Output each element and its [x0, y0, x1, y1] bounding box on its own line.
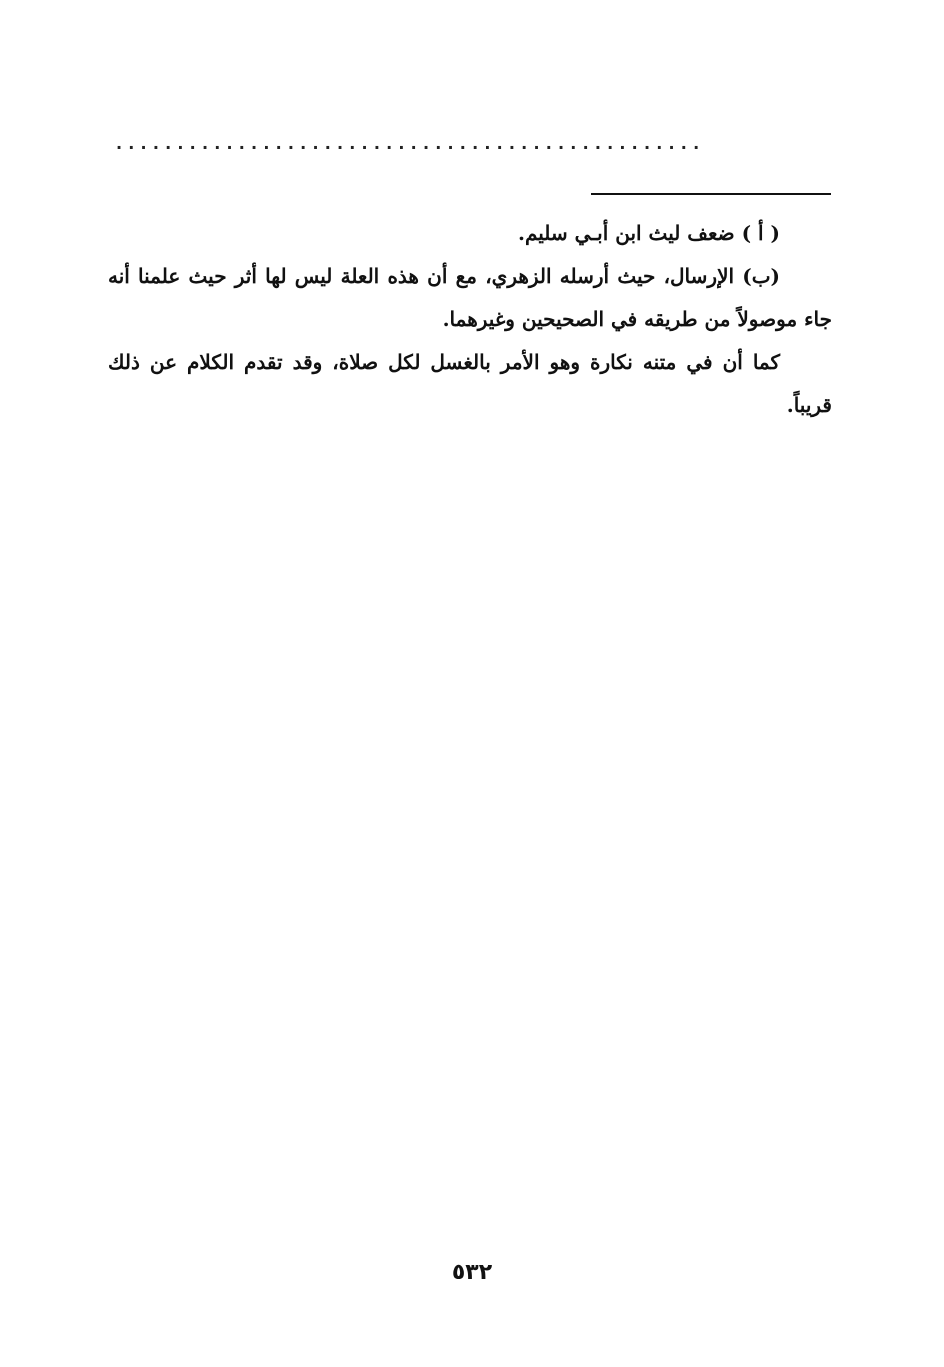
footnote-b: (ب) الإرسال، حيث أرسله الزهري، مع أن هذه العلة ليس لها أثر حيث علمنا أنه جاء موصولاً من طريقه في الصحيحين وغيرهما.	[108, 264, 832, 331]
footnotes-block	[108, 212, 832, 427]
footnote-a: ( أ ) ضعف ليث ابن أبـي سليم.	[517, 221, 780, 245]
footnote-rule	[591, 193, 831, 195]
page-number: ٥٣٢	[451, 1260, 493, 1285]
dotted-separator: ................................................	[116, 134, 706, 153]
footnote-remark: كما أن في متنه نكارة وهو الأمر بالغسل لكل صلاة، وقد تقدم الكلام عن ذلك قريباً.	[108, 350, 832, 417]
